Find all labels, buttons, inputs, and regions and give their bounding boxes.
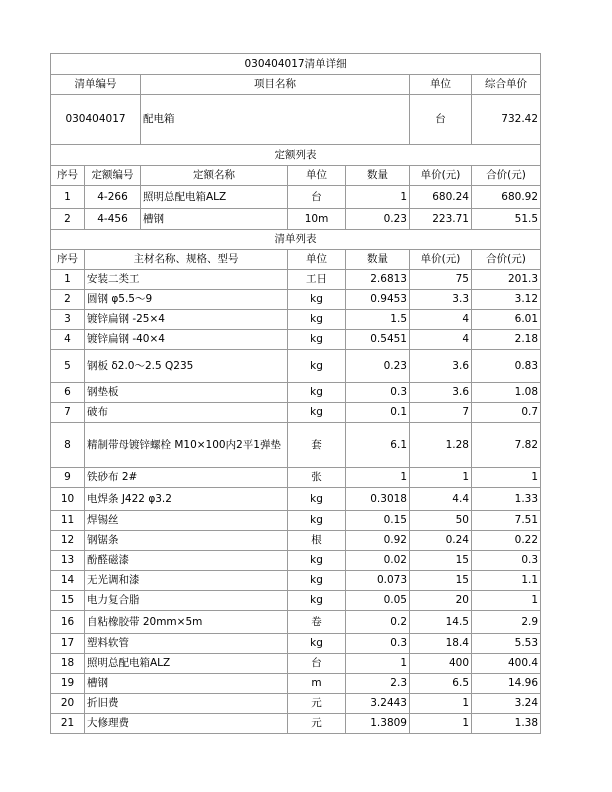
project-name-label: 项目名称 (141, 75, 410, 95)
bill-code-value: 030404017 (51, 95, 141, 145)
material-qty: 3.2443 (346, 694, 410, 714)
material-unit: 卷 (288, 611, 346, 634)
material-total: 2.9 (472, 611, 541, 634)
material-row (51, 674, 541, 694)
material-total: 1 (472, 591, 541, 611)
material-row (51, 290, 541, 310)
material-no: 3 (51, 310, 85, 330)
quota-unit-price: 223.71 (410, 209, 472, 230)
material-row (51, 403, 541, 423)
materials-section-title: 清单列表 (51, 230, 541, 250)
materials-section-row (51, 230, 541, 250)
quota-qty: 1 (346, 186, 410, 209)
quota-col-no: 序号 (51, 166, 85, 186)
quota-header-row (51, 166, 541, 186)
material-unit-price: 1 (410, 468, 472, 488)
quota-code: 4-266 (85, 186, 141, 209)
material-qty: 0.073 (346, 571, 410, 591)
quota-total: 680.92 (472, 186, 541, 209)
material-unit-price: 50 (410, 511, 472, 531)
material-qty: 0.15 (346, 511, 410, 531)
material-no: 9 (51, 468, 85, 488)
material-total: 2.18 (472, 330, 541, 350)
material-name: 钢板 δ2.0～2.5 Q235 (85, 350, 288, 383)
material-qty: 2.6813 (346, 270, 410, 290)
material-unit-price: 18.4 (410, 634, 472, 654)
quota-no: 1 (51, 186, 85, 209)
material-row (51, 694, 541, 714)
material-unit: 元 (288, 694, 346, 714)
material-no: 16 (51, 611, 85, 634)
quota-unit-price: 680.24 (410, 186, 472, 209)
material-name: 槽钢 (85, 674, 288, 694)
material-name: 圆钢 φ5.5～9 (85, 290, 288, 310)
material-unit-price: 4 (410, 310, 472, 330)
material-total: 201.3 (472, 270, 541, 290)
material-no: 6 (51, 383, 85, 403)
material-no: 12 (51, 531, 85, 551)
material-qty: 0.1 (346, 403, 410, 423)
material-unit-price: 0.24 (410, 531, 472, 551)
material-row (51, 714, 541, 734)
material-row (51, 591, 541, 611)
header-label-row (51, 75, 541, 95)
material-total: 0.22 (472, 531, 541, 551)
quota-name: 照明总配电箱ALZ (141, 186, 288, 209)
material-name: 安装二类工 (85, 270, 288, 290)
material-row (51, 571, 541, 591)
material-qty: 0.5451 (346, 330, 410, 350)
material-unit-price: 6.5 (410, 674, 472, 694)
material-no: 8 (51, 423, 85, 468)
material-no: 11 (51, 511, 85, 531)
quota-row (51, 209, 541, 230)
material-unit: kg (288, 290, 346, 310)
material-unit-price: 75 (410, 270, 472, 290)
material-unit: kg (288, 488, 346, 511)
material-unit: 根 (288, 531, 346, 551)
material-row (51, 383, 541, 403)
material-qty: 0.92 (346, 531, 410, 551)
material-qty: 1.3809 (346, 714, 410, 734)
material-no: 2 (51, 290, 85, 310)
material-total: 0.3 (472, 551, 541, 571)
material-total: 0.7 (472, 403, 541, 423)
composite-price-label: 综合单价 (472, 75, 541, 95)
material-unit-price: 1.28 (410, 423, 472, 468)
material-total: 7.82 (472, 423, 541, 468)
material-unit: kg (288, 634, 346, 654)
material-total: 1.33 (472, 488, 541, 511)
material-unit: kg (288, 383, 346, 403)
material-unit-price: 14.5 (410, 611, 472, 634)
material-unit-price: 3.6 (410, 383, 472, 403)
material-qty: 6.1 (346, 423, 410, 468)
material-unit-price: 15 (410, 571, 472, 591)
material-name: 钢锯条 (85, 531, 288, 551)
material-total: 0.83 (472, 350, 541, 383)
material-row (51, 531, 541, 551)
material-name: 电焊条 J422 φ3.2 (85, 488, 288, 511)
material-no: 19 (51, 674, 85, 694)
material-qty: 0.9453 (346, 290, 410, 310)
material-row (51, 634, 541, 654)
material-name: 铁砂布 2# (85, 468, 288, 488)
quota-no: 2 (51, 209, 85, 230)
unit-label: 单位 (410, 75, 472, 95)
material-no: 5 (51, 350, 85, 383)
material-no: 4 (51, 330, 85, 350)
material-unit-price: 15 (410, 551, 472, 571)
material-name: 镀锌扁钢 -25×4 (85, 310, 288, 330)
material-row (51, 350, 541, 383)
materials-col-total: 合价(元) (472, 250, 541, 270)
material-no: 13 (51, 551, 85, 571)
material-row (51, 511, 541, 531)
material-unit: kg (288, 551, 346, 571)
material-no: 21 (51, 714, 85, 734)
material-name: 大修理费 (85, 714, 288, 734)
quota-qty: 0.23 (346, 209, 410, 230)
quota-col-unit-price: 单价(元) (410, 166, 472, 186)
material-no: 17 (51, 634, 85, 654)
material-unit: kg (288, 310, 346, 330)
material-no: 18 (51, 654, 85, 674)
materials-col-unit-price: 单价(元) (410, 250, 472, 270)
composite-price-value: 732.42 (472, 95, 541, 145)
quota-unit: 台 (288, 186, 346, 209)
material-unit-price: 1 (410, 694, 472, 714)
title-row (51, 54, 541, 75)
material-no: 7 (51, 403, 85, 423)
quota-row (51, 186, 541, 209)
material-row (51, 270, 541, 290)
material-total: 400.4 (472, 654, 541, 674)
material-name: 精制带母镀锌螺栓 M10×100内2平1弹垫 (85, 423, 288, 468)
bill-code-label: 清单编号 (51, 75, 141, 95)
material-qty: 0.05 (346, 591, 410, 611)
quota-name: 槽钢 (141, 209, 288, 230)
material-qty: 1 (346, 654, 410, 674)
quota-code: 4-456 (85, 209, 141, 230)
header-value-row (51, 95, 541, 145)
material-unit-price: 400 (410, 654, 472, 674)
material-name: 自粘橡胶带 20mm×5m (85, 611, 288, 634)
materials-col-name: 主材名称、规格、型号 (85, 250, 288, 270)
material-qty: 2.3 (346, 674, 410, 694)
material-name: 破布 (85, 403, 288, 423)
quota-total: 51.5 (472, 209, 541, 230)
material-total: 3.12 (472, 290, 541, 310)
material-name: 钢垫板 (85, 383, 288, 403)
material-no: 14 (51, 571, 85, 591)
material-unit: 工日 (288, 270, 346, 290)
material-total: 1.38 (472, 714, 541, 734)
bill-detail-table (50, 53, 541, 734)
material-name: 塑料软管 (85, 634, 288, 654)
material-unit-price: 4 (410, 330, 472, 350)
materials-col-unit: 单位 (288, 250, 346, 270)
quota-section-title: 定额列表 (51, 145, 541, 166)
material-unit: kg (288, 511, 346, 531)
material-unit: kg (288, 330, 346, 350)
quota-col-total: 合价(元) (472, 166, 541, 186)
material-unit: 套 (288, 423, 346, 468)
material-row (51, 330, 541, 350)
material-name: 焊锡丝 (85, 511, 288, 531)
material-row (51, 654, 541, 674)
material-unit-price: 4.4 (410, 488, 472, 511)
material-unit: m (288, 674, 346, 694)
material-qty: 1 (346, 468, 410, 488)
material-unit: kg (288, 591, 346, 611)
material-name: 电力复合脂 (85, 591, 288, 611)
materials-col-no: 序号 (51, 250, 85, 270)
materials-col-qty: 数量 (346, 250, 410, 270)
material-qty: 1.5 (346, 310, 410, 330)
material-no: 20 (51, 694, 85, 714)
sheet-title: 030404017清单详细 (51, 54, 541, 75)
material-unit-price: 1 (410, 714, 472, 734)
material-unit-price: 7 (410, 403, 472, 423)
material-total: 1 (472, 468, 541, 488)
quota-col-unit: 单位 (288, 166, 346, 186)
material-no: 1 (51, 270, 85, 290)
material-row (51, 423, 541, 468)
material-total: 6.01 (472, 310, 541, 330)
material-total: 3.24 (472, 694, 541, 714)
quota-col-name: 定额名称 (141, 166, 288, 186)
material-unit-price: 3.6 (410, 350, 472, 383)
material-unit: 台 (288, 654, 346, 674)
material-qty: 0.23 (346, 350, 410, 383)
material-name: 无光调和漆 (85, 571, 288, 591)
quota-unit: 10m (288, 209, 346, 230)
material-total: 1.1 (472, 571, 541, 591)
material-qty: 0.02 (346, 551, 410, 571)
material-unit: 元 (288, 714, 346, 734)
project-name-value: 配电箱 (141, 95, 410, 145)
material-unit-price: 20 (410, 591, 472, 611)
material-qty: 0.2 (346, 611, 410, 634)
material-qty: 0.3018 (346, 488, 410, 511)
bill-detail-sheet (50, 53, 540, 734)
material-no: 10 (51, 488, 85, 511)
material-row (51, 468, 541, 488)
material-row (51, 551, 541, 571)
quota-col-qty: 数量 (346, 166, 410, 186)
quota-col-code: 定额编号 (85, 166, 141, 186)
material-qty: 0.3 (346, 634, 410, 654)
material-row (51, 611, 541, 634)
material-qty: 0.3 (346, 383, 410, 403)
unit-value: 台 (410, 95, 472, 145)
material-name: 镀锌扁钢 -40×4 (85, 330, 288, 350)
material-unit: kg (288, 350, 346, 383)
material-no: 15 (51, 591, 85, 611)
material-unit: kg (288, 403, 346, 423)
material-total: 5.53 (472, 634, 541, 654)
materials-header-row (51, 250, 541, 270)
material-name: 折旧费 (85, 694, 288, 714)
material-name: 照明总配电箱ALZ (85, 654, 288, 674)
material-total: 7.51 (472, 511, 541, 531)
material-total: 1.08 (472, 383, 541, 403)
material-name: 酚醛磁漆 (85, 551, 288, 571)
material-row (51, 488, 541, 511)
material-unit: kg (288, 571, 346, 591)
quota-section-row (51, 145, 541, 166)
material-total: 14.96 (472, 674, 541, 694)
material-unit: 张 (288, 468, 346, 488)
material-row (51, 310, 541, 330)
material-unit-price: 3.3 (410, 290, 472, 310)
